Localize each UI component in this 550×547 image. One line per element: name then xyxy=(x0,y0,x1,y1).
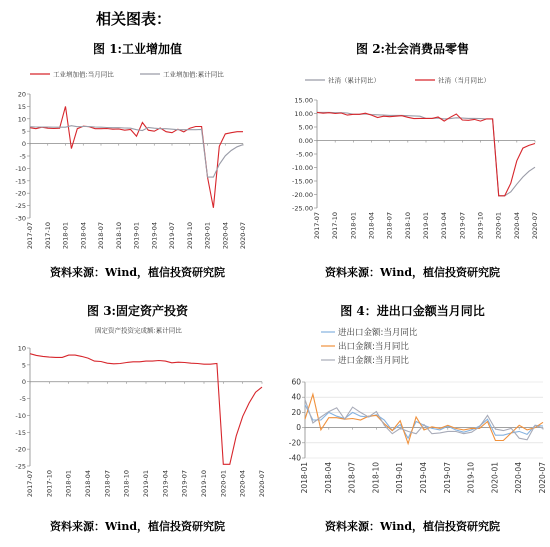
x-tick-label: 2019-07 xyxy=(442,462,452,494)
chart-industrial-value-added xyxy=(0,60,275,260)
series-line xyxy=(305,405,543,438)
x-tick-label: 2018-07 xyxy=(97,222,105,250)
y-tick-label: 20 xyxy=(291,407,301,417)
x-tick-label: 2019-10 xyxy=(466,462,476,494)
legend-label: 出口金额:当月同比 xyxy=(338,342,409,353)
x-tick-label: 2019-04 xyxy=(419,462,428,494)
y-tick-label: -20 xyxy=(288,438,301,448)
y-tick-label: 0 xyxy=(21,140,26,149)
x-tick-label: 2020-04 xyxy=(221,222,230,250)
chart-panel-1 xyxy=(0,36,275,296)
y-tick-label: 10 xyxy=(17,115,26,124)
y-tick-label: -10 xyxy=(15,411,26,420)
y-tick-label: 0 xyxy=(21,378,26,387)
x-tick-label: 2020-07 xyxy=(538,462,547,494)
x-tick-label: 2018-07 xyxy=(385,212,394,240)
y-tick-label: -10 xyxy=(15,164,26,173)
series-line xyxy=(317,112,535,195)
x-tick-label: 2018-04 xyxy=(79,222,88,250)
y-tick-label: 5 xyxy=(21,361,26,370)
x-tick-label: 2020-01 xyxy=(219,470,228,498)
chart-title: 图 4：进出口金额当月同比 xyxy=(340,304,485,318)
y-tick-label: 15 xyxy=(17,102,26,111)
chart-fixed-asset-investment xyxy=(0,326,275,516)
source-note: 资料来源：Wind，植信投资研究院 xyxy=(49,266,226,279)
y-tick-label: 20 xyxy=(17,90,26,99)
series-line xyxy=(30,354,262,465)
x-tick-label: 2019-01 xyxy=(132,222,141,250)
y-tick-label: -15 xyxy=(15,428,26,437)
series-line xyxy=(30,126,243,177)
y-tick-label: -25 xyxy=(15,202,26,211)
x-tick-label: 2019-04 xyxy=(161,470,170,498)
y-tick-label: 15.00 xyxy=(294,96,313,105)
x-tick-label: 2017-07 xyxy=(313,212,321,240)
y-tick-label: -15.00 xyxy=(292,177,313,186)
series-line xyxy=(30,106,243,207)
series-line xyxy=(317,112,535,195)
x-tick-label: 2019-01 xyxy=(395,462,405,494)
x-tick-label: 2020-04 xyxy=(238,470,247,498)
y-tick-label: -30 xyxy=(15,214,26,223)
source-note: 资料来源：Wind，植信投资研究院 xyxy=(49,520,226,533)
x-tick-label: 2018-04 xyxy=(84,470,92,498)
x-tick-label: 2019-07 xyxy=(180,470,189,498)
x-tick-label: 2018-10 xyxy=(371,462,381,494)
legend-label: 工业增加值:累计同比 xyxy=(163,70,224,79)
x-tick-label: 2018-10 xyxy=(122,470,131,498)
x-tick-label: 2019-07 xyxy=(458,212,467,240)
x-tick-label: 2020-07 xyxy=(258,470,266,498)
y-tick-label: 40 xyxy=(291,392,301,402)
x-tick-label: 2020-07 xyxy=(239,222,247,250)
y-tick-label: -20 xyxy=(15,445,26,454)
x-tick-label: 2020-01 xyxy=(490,462,500,494)
y-tick-label: -5 xyxy=(19,395,26,404)
legend-label: 社消（当月同比） xyxy=(438,76,490,85)
y-tick-label: -5.00 xyxy=(296,150,313,159)
x-tick-label: 2017-07 xyxy=(26,470,34,498)
legend-label: 进出口金额:当月同比 xyxy=(338,328,418,339)
chart-panel-3 xyxy=(0,296,275,547)
y-tick-label: 0 xyxy=(296,423,301,433)
x-tick-label: 2019-04 xyxy=(150,222,159,250)
y-tick-label: -10.00 xyxy=(292,164,313,172)
x-tick-label: 2020-01 xyxy=(203,222,212,250)
x-tick-label: 2019-10 xyxy=(200,470,208,498)
x-tick-label: 2019-01 xyxy=(142,470,150,498)
x-tick-label: 2018-10 xyxy=(114,222,123,250)
x-tick-label: 2017-10 xyxy=(331,212,340,240)
legend-label: 进口金额:当月同比 xyxy=(338,356,409,367)
y-tick-label: 10 xyxy=(17,344,26,353)
x-tick-label: 2017-10 xyxy=(45,470,54,498)
x-tick-label: 2018-01 xyxy=(64,470,73,498)
y-tick-label: -20.00 xyxy=(292,191,313,199)
x-tick-label: 2018-01 xyxy=(300,462,309,494)
source-note: 资料来源：Wind，植信投资研究院 xyxy=(324,266,501,279)
legend-label: 工业增加值:当月同比 xyxy=(53,70,114,79)
x-tick-label: 2018-10 xyxy=(403,212,412,240)
chart-title: 图 3:固定资产投资 xyxy=(87,304,188,318)
x-tick-label: 2018-04 xyxy=(367,212,376,240)
y-tick-label: -15 xyxy=(15,177,26,186)
x-tick-label: 2019-01 xyxy=(422,212,430,240)
page-heading: 相关图表： xyxy=(96,10,172,28)
y-tick-label: -20 xyxy=(15,189,26,198)
x-tick-label: 2017-10 xyxy=(43,222,52,250)
chart-panel-4 xyxy=(275,296,550,547)
y-tick-label: -40 xyxy=(288,453,301,463)
y-tick-label: -5 xyxy=(19,152,26,161)
chart-title: 图 1:工业增加值 xyxy=(93,42,182,56)
x-tick-label: 2020-04 xyxy=(512,211,521,240)
x-tick-label: 2018-01 xyxy=(349,212,358,240)
y-tick-label: 60 xyxy=(291,377,301,387)
chart-import-export xyxy=(275,326,550,516)
chart-retail-sales xyxy=(275,60,550,260)
y-tick-label: 5.00 xyxy=(298,123,313,132)
x-tick-label: 2019-07 xyxy=(168,222,176,250)
x-tick-label: 2020-01 xyxy=(494,212,503,240)
x-tick-label: 2019-10 xyxy=(476,212,485,240)
chart-panel-2 xyxy=(275,36,550,296)
legend-label: 固定资产投资完成额:累计同比 xyxy=(95,326,182,335)
x-tick-label: 2019-10 xyxy=(185,222,194,250)
x-tick-label: 2020-07 xyxy=(531,212,539,240)
legend-label: 社消（累计同比） xyxy=(328,76,380,85)
y-tick-label: -25 xyxy=(15,462,26,471)
x-tick-label: 2018-01 xyxy=(61,222,70,250)
x-tick-label: 2017-07 xyxy=(26,222,34,250)
x-tick-label: 2018-07 xyxy=(103,470,112,498)
y-tick-label: 10.00 xyxy=(294,110,313,118)
y-tick-label: 5 xyxy=(21,127,26,136)
source-note: 资料来源：Wind，植信投资研究院 xyxy=(324,520,501,533)
x-tick-label: 2019-04 xyxy=(440,212,449,240)
chart-title: 图 2:社会消费品零售 xyxy=(356,42,469,56)
y-tick-label: -25.00 xyxy=(292,204,313,213)
series-line xyxy=(305,394,543,443)
x-tick-label: 2020-04 xyxy=(514,462,524,494)
y-tick-label: 0.00 xyxy=(298,137,313,145)
x-tick-label: 2018-04 xyxy=(323,462,333,494)
x-tick-label: 2018-07 xyxy=(347,462,357,494)
